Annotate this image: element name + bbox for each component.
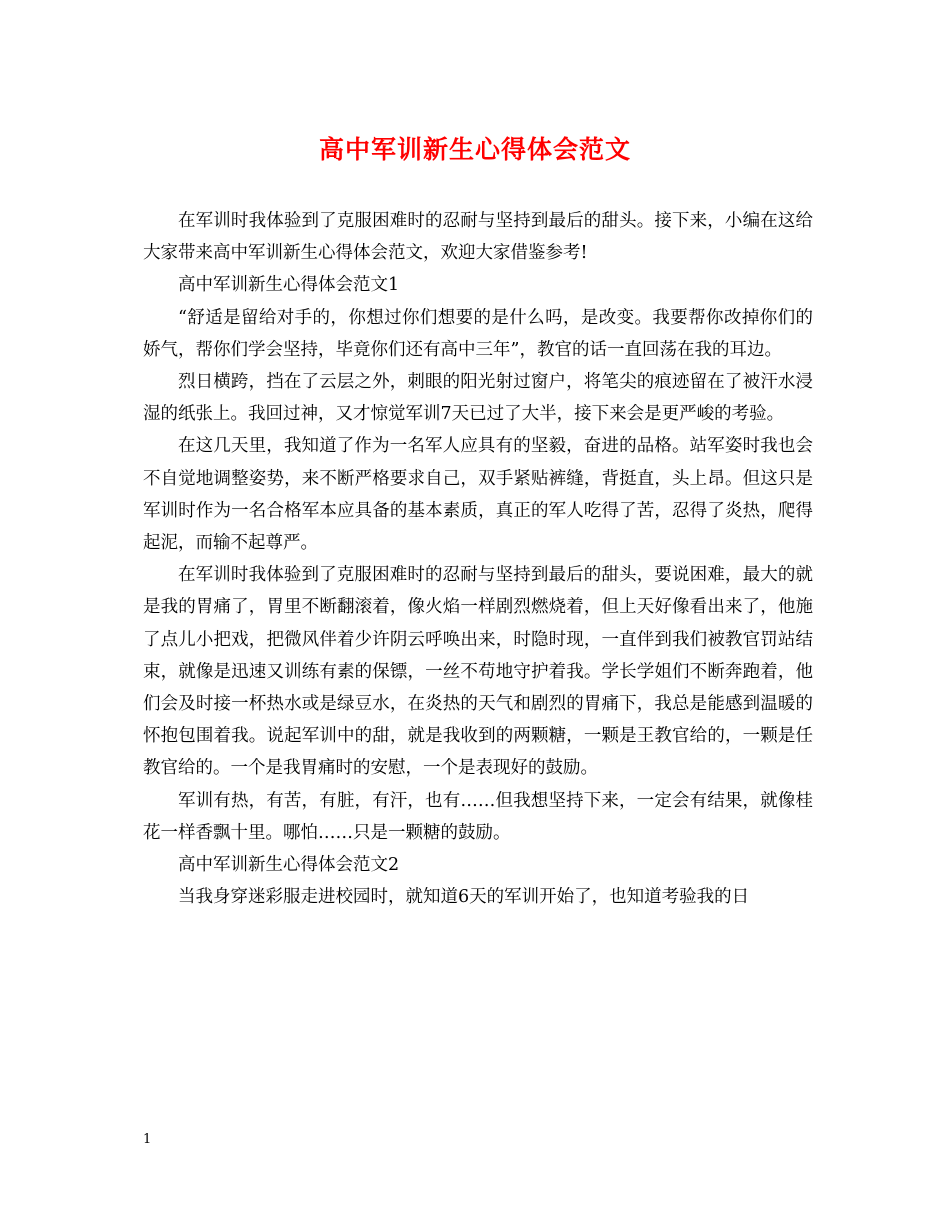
paragraph: 军训有热，有苦，有脏，有汗，也有……但我想坚持下来，一定会有结果，就像桂花一样香飘十里。哪怕……只是一颗糖的鼓励。 xyxy=(143,790,813,843)
document-title: 高中军训新生心得体会范文 xyxy=(318,135,631,164)
paragraph: 在这几天里，我知道了作为一名军人应具有的坚毅，奋进的品格。站军姿时我也会不自觉地调整姿势，来不断严格要求自己，双手紧贴裤缝，背挺直，头上昂。但这只是军训时作为一名合格军本应具备的基本素质，真正的军人吃得了苦，忍得了炎热，爬得起泥，而输不起尊严。 xyxy=(143,436,813,554)
paragraph: 烈日横跨，挡在了云层之外，刺眼的阳光射过窗户，将笔尖的痕迹留在了被汗水浸湿的纸张上。我回过神，又才惊觉军训7天已过了大半，接下来会是更严峻的考验。 xyxy=(143,372,813,425)
paragraph: 当我身穿迷彩服走进校园时，就知道6天的军训开始了，也知道考验我的日 xyxy=(178,887,750,908)
section-heading-1: 高中军训新生心得体会范文1 xyxy=(178,275,400,296)
paragraph: “舒适是留给对手的，你想过你们想要的是什么吗，是改变。我要帮你改掉你们的娇气，帮你们学会坚持，毕竟你们还有高中三年”，教官的话一直回荡在我的耳边。 xyxy=(143,307,813,360)
section-heading-2: 高中军训新生心得体会范文2 xyxy=(178,855,400,876)
document-body xyxy=(143,205,813,913)
page-number: 1 xyxy=(143,1132,152,1147)
paragraph: 在军训时我体验到了克服困难时的忍耐与坚持到最后的甜头，要说困难，最大的就是我的胃痛了，胃里不断翻滚着，像火焰一样剧烈燃烧着，但上天好像看出来了，他施了点儿小把戏，把微风伴着少许阴云呼唤出来，时隐时现，一直伴到我们被教官罚站结束，就像是迅速又训练有素的保镖，一丝不苟地守护着我。学长学姐们不断奔跑着，他们会及时接一杯热水或是绿豆水，在炎热的天气和剧烈的胃痛下，我总是能感到温暖的怀抱包围着我。说起军训中的甜，就是我收到的两颗糖，一颗是王教官给的，一颗是任教官给的。一个是我胃痛时的安慰，一个是表现好的鼓励。 xyxy=(143,565,813,779)
intro-paragraph: 在军训时我体验到了克服困难时的忍耐与坚持到最后的甜头。接下来，小编在这给大家带来高中军训新生心得体会范文，欢迎大家借鉴参考! xyxy=(143,211,813,264)
